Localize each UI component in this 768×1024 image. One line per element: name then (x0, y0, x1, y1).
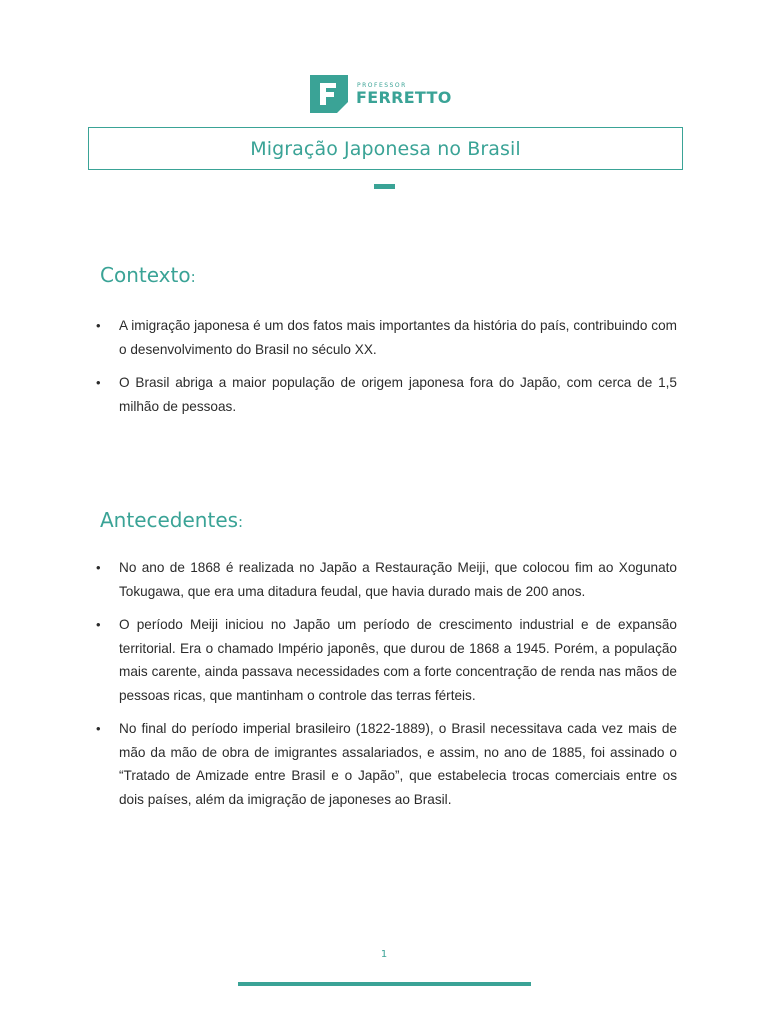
section-heading-antecedentes (100, 508, 243, 532)
bullet-icon: • (96, 617, 101, 632)
list-item-text: No ano de 1868 é realizada no Japão a Restauração Meiji, que colocou fim ao Xogunato Tokugawa, que era uma ditadura feudal, que havia durado mais de 200 anos. (119, 560, 677, 599)
list-item-text: No final do período imperial brasileiro (1822-1889), o Brasil necessitava cada vez mais de mão da mão de obra de imigrantes assalariados, e assim, no ano de 1885, foi assinado o “Tratado de Amizade entre Brasil e o Japão”, que estabelecia trocas comerciais entre os dois países, além da imigração de japoneses ao Brasil. (119, 721, 677, 807)
bullet-icon: • (96, 560, 101, 575)
section-heading-colon: : (190, 268, 196, 286)
list-item (96, 717, 677, 811)
section-heading-text: Contexto (100, 263, 191, 287)
section-heading-contexto (100, 263, 196, 287)
footer-divider (238, 982, 531, 986)
page-number: 1 (380, 949, 388, 960)
document-title: Migração Japonesa no Brasil (250, 137, 521, 160)
bullet-icon: • (96, 721, 101, 736)
document-title-box (88, 127, 683, 170)
list-item (96, 613, 677, 707)
section-heading-text: Antecedentes (100, 508, 239, 532)
logo-wordmark (356, 82, 452, 107)
title-divider (374, 184, 395, 189)
contexto-list (96, 314, 677, 428)
bullet-icon: • (96, 318, 101, 333)
bullet-icon: • (96, 375, 101, 390)
list-item (96, 314, 677, 361)
logo-subtitle: PROFESSOR (357, 81, 407, 89)
logo-name: FERRETTO (356, 87, 452, 107)
list-item-text: O Brasil abriga a maior população de origem japonesa fora do Japão, com cerca de 1,5 milhão de pessoas. (119, 375, 677, 414)
section-heading-colon: : (238, 513, 244, 531)
list-item (96, 556, 677, 603)
brand-logo (310, 75, 452, 113)
logo-f-icon (310, 75, 348, 113)
list-item-text: A imigração japonesa é um dos fatos mais importantes da história do país, contribuindo com o desenvolvimento do Brasil no século XX. (119, 318, 677, 357)
list-item-text: O período Meiji iniciou no Japão um período de crescimento industrial e de expansão territorial. Era o chamado Império japonês, que durou de 1868 a 1945. Porém, a população mais carente, ainda passava necessidades com a forte concentração de renda nas mãos de pessoas ricas, que mantinham o controle das terras férteis. (119, 617, 677, 703)
antecedentes-list (96, 556, 677, 821)
list-item (96, 371, 677, 418)
